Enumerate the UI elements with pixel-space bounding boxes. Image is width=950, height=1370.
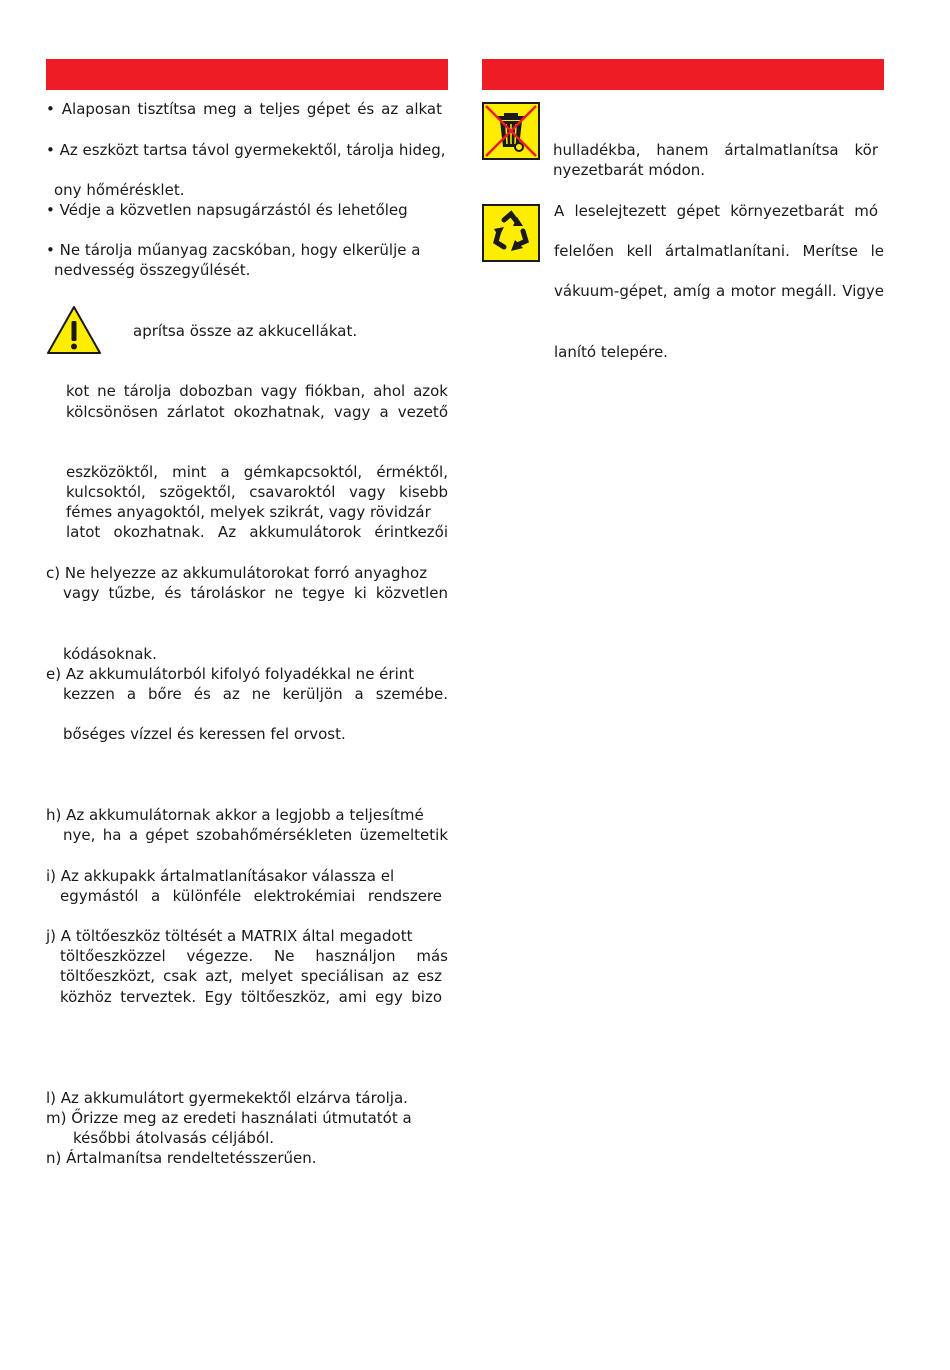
text-line: töltőeszközt, csak azt, melyet speciálisan az esz [60,967,442,985]
text-line: h) Az akkumulátornak akkor a legjobb a teljesítmé [46,806,424,824]
text-line: kulcsoktól, szögektől, csavaroktól vagy kisebb [66,483,448,501]
text-line: • Védje a közvetlen napsugárzástól és lehetőleg [46,201,408,219]
text-line: lanító telepére. [554,343,668,361]
text-line: vagy tűzbe, és tároláskor ne tegye ki közvetlen [63,584,448,602]
text-line: • Az eszközt tartsa távol gyermekektől, tárolja hideg, [46,141,446,159]
text-line: eszközöktől, mint a gémkapcsoktól, érméktől, [66,463,448,481]
text-line: n) Ártalmanítsa rendeltetésszerűen. [46,1149,317,1167]
text-line: nye, ha a gépet szobahőmérsékleten üzemeltetik [63,826,448,844]
text-line: közhöz terveztek. Egy töltőeszköz, ami egy bizo [60,988,442,1006]
text-line: későbbi átolvasás céljából. [73,1129,275,1147]
left-section-header-bar [46,59,448,90]
text-line: c) Ne helyezze az akkumulátorokat forró anyaghoz [46,564,428,582]
text-line: • Ne tárolja műanyag zacskóban, hogy elkerülje a [46,241,421,259]
text-line: felelően kell ártalmatlanítani. Merítse le [554,242,884,260]
text-line: vákuum-gépet, amíg a motor megáll. Vigye [554,282,884,300]
text-line: kölcsönösen zárlatot okozhatnak, vagy a vezető [66,403,448,421]
text-line: nedvesség összegyűlését. [54,261,251,279]
text-line: • Alaposan tisztítsa meg a teljes gépet és az alkat [46,100,442,118]
text-line: bőséges vízzel és keressen fel orvost. [63,725,346,743]
text-line: egymástól a különféle elektrokémiai rendszere [60,887,442,905]
text-line: m) Őrizze meg az eredeti használati útmutatót a [46,1109,412,1127]
text-line: A leselejtezett gépet környezetbarát mó [554,202,878,220]
text-line: kot ne tárolja dobozban vagy fiókban, ahol azok [66,382,448,400]
text-line: l) Az akkumulátort gyermekektől elzárva tárolja. [46,1089,408,1107]
text-line: aprítsa össze az akkucellákat. [133,322,358,340]
text-line: fémes anyagoktól, melyek szikrát, vagy rövidzár [66,503,431,521]
recycling-icon [482,204,540,262]
text-line: töltőeszközzel végezze. Ne használjon más [60,947,448,965]
warning-triangle-icon [46,305,102,355]
text-line: e) Az akkumulátorból kifolyó folyadékkal ne érint [46,665,415,683]
right-section-header-bar [482,59,884,90]
text-line: j) A töltőeszköz töltését a MATRIX által megadott [46,927,413,945]
text-line: i) Az akkupakk ártalmatlanításakor válassza el [46,867,395,885]
text-line: nyezetbarát módon. [553,161,706,179]
text-line: latot okozhatnak. Az akkumulátorok érintkezői [66,523,448,541]
text-line: kezzen a bőre és az ne kerüljön a szemébe. [63,685,448,703]
crossed-out-bin-icon [482,102,540,160]
text-line: ony hőmérésklet. [54,181,185,199]
text-line: kódásoknak. [63,645,157,663]
text-line: hulladékba, hanem ártalmatlanítsa kör [553,141,878,159]
